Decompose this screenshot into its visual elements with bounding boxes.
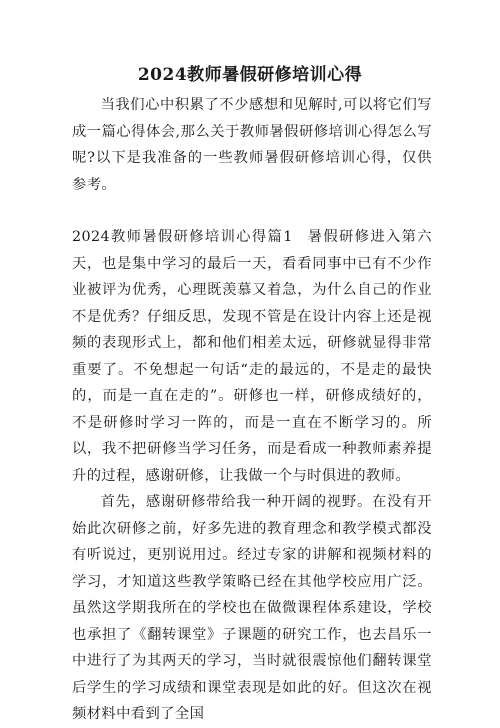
section-first-paragraph-text: 暑假研修进入第六天，也是集中学习的最后一天，看看同事中已有不少作业被评为优秀，心理既羡慕又着急，为什么自己的作业不是优秀？仔细反思，发现不管是在设计内容上还是视频的表现形式上，都和他们相差太远，研修就显得非常重要了。不免想起一句话“走的最远的，不是走的最快的，而是一直在走的”。研修也一样，研修成绩好的，不是研修时学习一阵的，而是一直在不断学习的。所以，我不把研修当学习任务，而是看成一种教师素养提升的过程，感谢研修，让我做一个与时俱进的教师。: [72, 229, 432, 484]
paragraph-gap: [72, 198, 432, 224]
section-paragraph-1: [72, 224, 432, 489]
section-heading: 2024教师暑假研修培训心得篇1: [72, 229, 293, 245]
document-body: [72, 92, 432, 728]
intro-paragraph: 当我们心中积累了不少感想和见解时,可以将它们写成一篇心得体会,那么关于教师暑假研修培训心得怎么写呢?以下是我准备的一些教师暑假研修培训心得，仅供参考。: [72, 97, 432, 193]
section-paragraph-2: 首先，感谢研修带给我一种开阔的视野。在没有开始此次研修之前，好多先进的教育理念和教学模式都没有听说过，更别说用过。经过专家的讲解和视频材料的学习，才知道这些教学策略已经在其他学校应用广泛。虽然这学期我所在的学校也在做微课程体系建设，学校也承担了《翻转课堂》子课题的研究工作，也去昌乐一中进行了为其两天的学习，当时就很震惊他们翻转课堂后学生的学习成绩和课堂表现是如此的好。但这次在视频材料中看到了全国: [72, 494, 432, 722]
document-title: 2024教师暑假研修培训心得: [137, 65, 363, 85]
